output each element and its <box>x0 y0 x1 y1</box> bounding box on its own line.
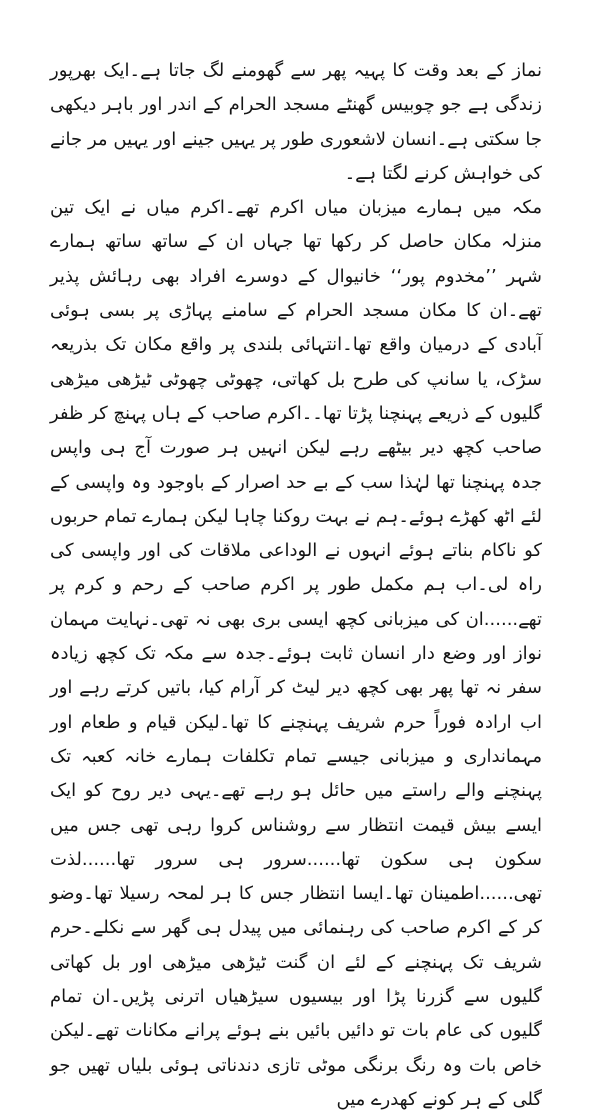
urdu-text-body <box>50 54 542 1117</box>
paragraph: نماز کے بعد وقت کا پہیہ پھر سے گھومنے لگ جاتا ہے۔ایک بھرپور زندگی ہے جو چوبیس گھنٹے مسجد الحرام کے اندر اور باہر دیکھی جا سکتی ہے۔انسان لاشعوری طور پر یہیں جینے اور یہیں مر جانے کی خواہش کرنے لگتا ہے۔ <box>50 60 542 184</box>
paragraph: مکہ میں ہمارے میزبان میاں اکرم تھے۔اکرم میاں نے ایک تین منزلہ مکان حاصل کر رکھا تھا جہاں ان کے ساتھ ساتھ ہمارے شہر ’’مخدوم پور‘‘ خانیوال کے دوسرے افراد بھی رہائش پذیر تھے۔ان کا مکان مسجد الحرام کے سامنے پہاڑی پر بسی ہوئی آبادی کے درمیان واقع تھا۔انتہائی بلندی پر واقع مکان تک بذریعہ سڑک، یا سانپ کی طرح بل کھاتی، چھوٹی چھوٹی ٹیڑھی میڑھی گلیوں کے ذریعے پہنچنا پڑتا تھا۔۔اکرم صاحب کے ہاں پہنچ کر ظفر صاحب کچھ دیر بیٹھے رہے لیکن انہیں ہر صورت آج ہی واپس جدہ پہنچنا تھا لہٰذا سب کے بے حد اصرار کے باوجود وہ واپسی کے لئے اٹھ کھڑے ہوئے۔ہم نے بہت روکنا چاہا لیکن ہمارے تمام حربوں کو ناکام بناتے ہوئے انہوں نے الوداعی ملاقات کی اور واپسی کی راہ لی۔اب ہم مکمل طور پر اکرم صاحب کے رحم و کرم پر تھے......ان کی میزبانی کچھ ایسی بری بھی نہ تھی۔نہایت مہمان نواز اور وضع دار انسان ثابت ہوئے۔جدہ سے مکہ تک کچھ زیادہ سفر نہ تھا پھر بھی کچھ دیر لیٹ کر آرام کیا، باتیں کرتے رہے اور اب ارادہ فوراً حرم شریف پہنچنے کا تھا۔لیکن قیام و طعام اور مہمانداری و میزبانی جیسے تمام تکلفات ہمارے خانہ کعبہ تک پہنچنے والے راستے میں حائل ہو رہے تھے۔یہی دیر روح کو ایک ایسے بیش قیمت انتظار سے روشناس کروا رہی تھی جس میں سکون ہی سکون تھا......سرور ہی سرور تھا......لذت تھی......اطمینان تھا۔ایسا انتظار جس کا ہر لمحہ رسیلا تھا۔وضو کر کے اکرم صاحب کی رہنمائی میں پیدل ہی گھر سے نکلے۔حرم شریف تک پہنچنے کے لئے ان گنت ٹیڑھی میڑھی اور بل کھاتی گلیوں سے گزرنا پڑا اور بیسیوں سیڑھیاں اترنی پڑیں۔ان تمام گلیوں کی عام بات تو دائیں بائیں بنے ہوئے پرانے مکانات تھے۔لیکن خاص بات وہ رنگ برنگی موٹی تازی دندناتی ہوئی بلیاں تھیں جو گلی کے ہر کونے کھدرے میں <box>50 197 542 1110</box>
